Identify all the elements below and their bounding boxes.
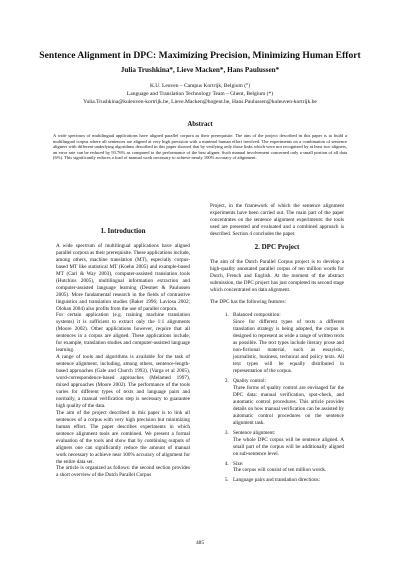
feature-text: The whole DPC corpus will be sentence aligned. A small part of the corpus will be additionally aligned on sub-sentence level. bbox=[233, 436, 344, 457]
intro-paragraph-5: The article is organized as follows: the second section provides a short overview of the Dutch Parallel Corpus bbox=[56, 465, 190, 479]
feature-item bbox=[230, 378, 344, 427]
feature-text: Since for different types of texts a different translation strategy is being adopted, the corpus is designed to represent as wide a range of written texts as possible. The text types include literary prose and non-fictional material, such as essayistic, journalistic, business, technical and policy texts. All text types will be equally distributed in representation of the corpus. bbox=[233, 319, 344, 375]
author-emails: Yulia.Trushkina@kuleuven-kortrijk.be, Lieve.Macken@hogent.be, Hans.Paulussen@kuleuven-kortrijk.be bbox=[83, 99, 317, 105]
paper-authors: Julia Trushkina*, Lieve Macken*, Hans Paulussen* bbox=[120, 66, 280, 74]
feature-label: Balanced composition: bbox=[233, 312, 281, 319]
paper-title: Sentence Alignment in DPC: Maximizing Precision, Minimizing Human Effort bbox=[39, 50, 361, 61]
dpc-paragraph-2: The DPC has the following features: bbox=[210, 299, 286, 306]
intro-paragraph-continued: Project, in the framework of which the sentence alignment experiments have been carried out. The main part of the paper concentrates on the sentence alignment experiments: the tools used are presented and evaluated and a combined approach is described. Section 4 concludes the paper. bbox=[210, 203, 344, 237]
feature-text: Three forms of quality control are envisaged for the DPC data: manual verification, spot-check, and automatic control procedures. This article provides details on how manual verification can be assisted by automatic control procedures on the sentence alignment task. bbox=[233, 384, 344, 426]
section-heading-introduction: 1. Introduction bbox=[100, 227, 146, 235]
page-number: 485 bbox=[195, 540, 205, 546]
feature-label: Sentence alignment: bbox=[233, 429, 276, 436]
feature-item bbox=[230, 477, 344, 484]
feature-list bbox=[210, 312, 344, 484]
feature-text: The corpus will consist of ten million words. bbox=[233, 467, 327, 474]
intro-paragraph-2: For certain application (e.g. training machine translation systems) it is sufficient to extract only the 1:1 alignments (Moore 2002). Other applications however, require that all sentences in a corpus are aligned. These applications include, for example, translation studies and computer-assisted language learning. bbox=[56, 312, 190, 354]
feature-item bbox=[230, 461, 344, 475]
intro-paragraph-3: A range of tools and algorithms is available for the task of sentence alignment, including, among others, sentence-length-based approaches (Gale and Church 1993), (Varga et al 2005), word-correspondence-based approaches (Melamed 1997), mixed approaches (Moore 2002). The performance of the tools varies for different types of texts and language pairs and normally, a manual verification step is necessary to guarantee high quality of the data. bbox=[56, 354, 190, 409]
affiliation-1: K.U. Leuven – Campus Kortrijk, Belgium (°) bbox=[149, 83, 251, 89]
dpc-paragraph-1: The aim of the Dutch Parallel Corpus project is to develop a high-quality annotated parallel corpus of ten million words for Dutch, French and English. At the moment of the abstract submission, the DPC project has just completed its second stage which concentrated on data alignment. bbox=[210, 258, 344, 293]
right-column bbox=[210, 203, 344, 487]
abstract-text: A wide spectrum of multilingual applications have aligned parallel corpora as their prerequisite. The aim of the project described in this paper is to build a multilingual corpus where all sentences are aligned at very high precision with a minimal human effort involved. The experiments on a combination of sentence aligners with different underlying algorithms described in this paper showed that by verifying only those links which were not recognized by at least two aligners, an error rate can be reduced by 93.76% as compared to the performance of the best aligner. Such manual involvement concerned only a small portion of all data (6%). This significantly reduces a load of manual work necessary to achieve nearly 100% accuracy of alignment. bbox=[53, 133, 347, 161]
feature-item bbox=[230, 312, 344, 375]
intro-paragraph-4: The aim of the project described in this paper is to link all sentences of a corpus with very high precision but minimizing human effort. The paper describes experiments in which sentence alignment tools are combined. We present a formal evaluation of the tools and show that by combining outputs of aligners one can significantly reduce the amount of manual work necessary to achieve near 100% accuracy of alignment for the entire data set. bbox=[56, 409, 190, 465]
affiliation-2: Language and Translation Technology Team – Ghent, Belgium (*) bbox=[126, 91, 274, 97]
feature-item bbox=[230, 430, 344, 458]
section-heading-dpc-project: 2. DPC Project bbox=[254, 242, 300, 251]
feature-label: Language pairs and translation directions: bbox=[233, 477, 321, 484]
left-column bbox=[56, 198, 190, 479]
intro-paragraph-1: A wide spectrum of multilingual applications have aligned parallel corpora as their prerequisite. These applications include, among others, machine translation (MT), especially corpus-based MT like statistical MT (Koehn 2005) and example-based MT (Carl & Way 2003), computer-assisted translation tools (Hutchins 2005), multilingual information extraction and computer-assisted language learning (Desmet & Paulussen 2005). More fundamental research in the fields of contrastive linguistics and translation studies (Baker 1996; Laviosa 2002; Olohan 2004) also profits from the use of parallel corpora. bbox=[56, 242, 191, 312]
feature-label: Quality control: bbox=[233, 378, 266, 385]
feature-label: Size: bbox=[233, 460, 244, 467]
abstract-heading: Abstract bbox=[187, 121, 213, 128]
